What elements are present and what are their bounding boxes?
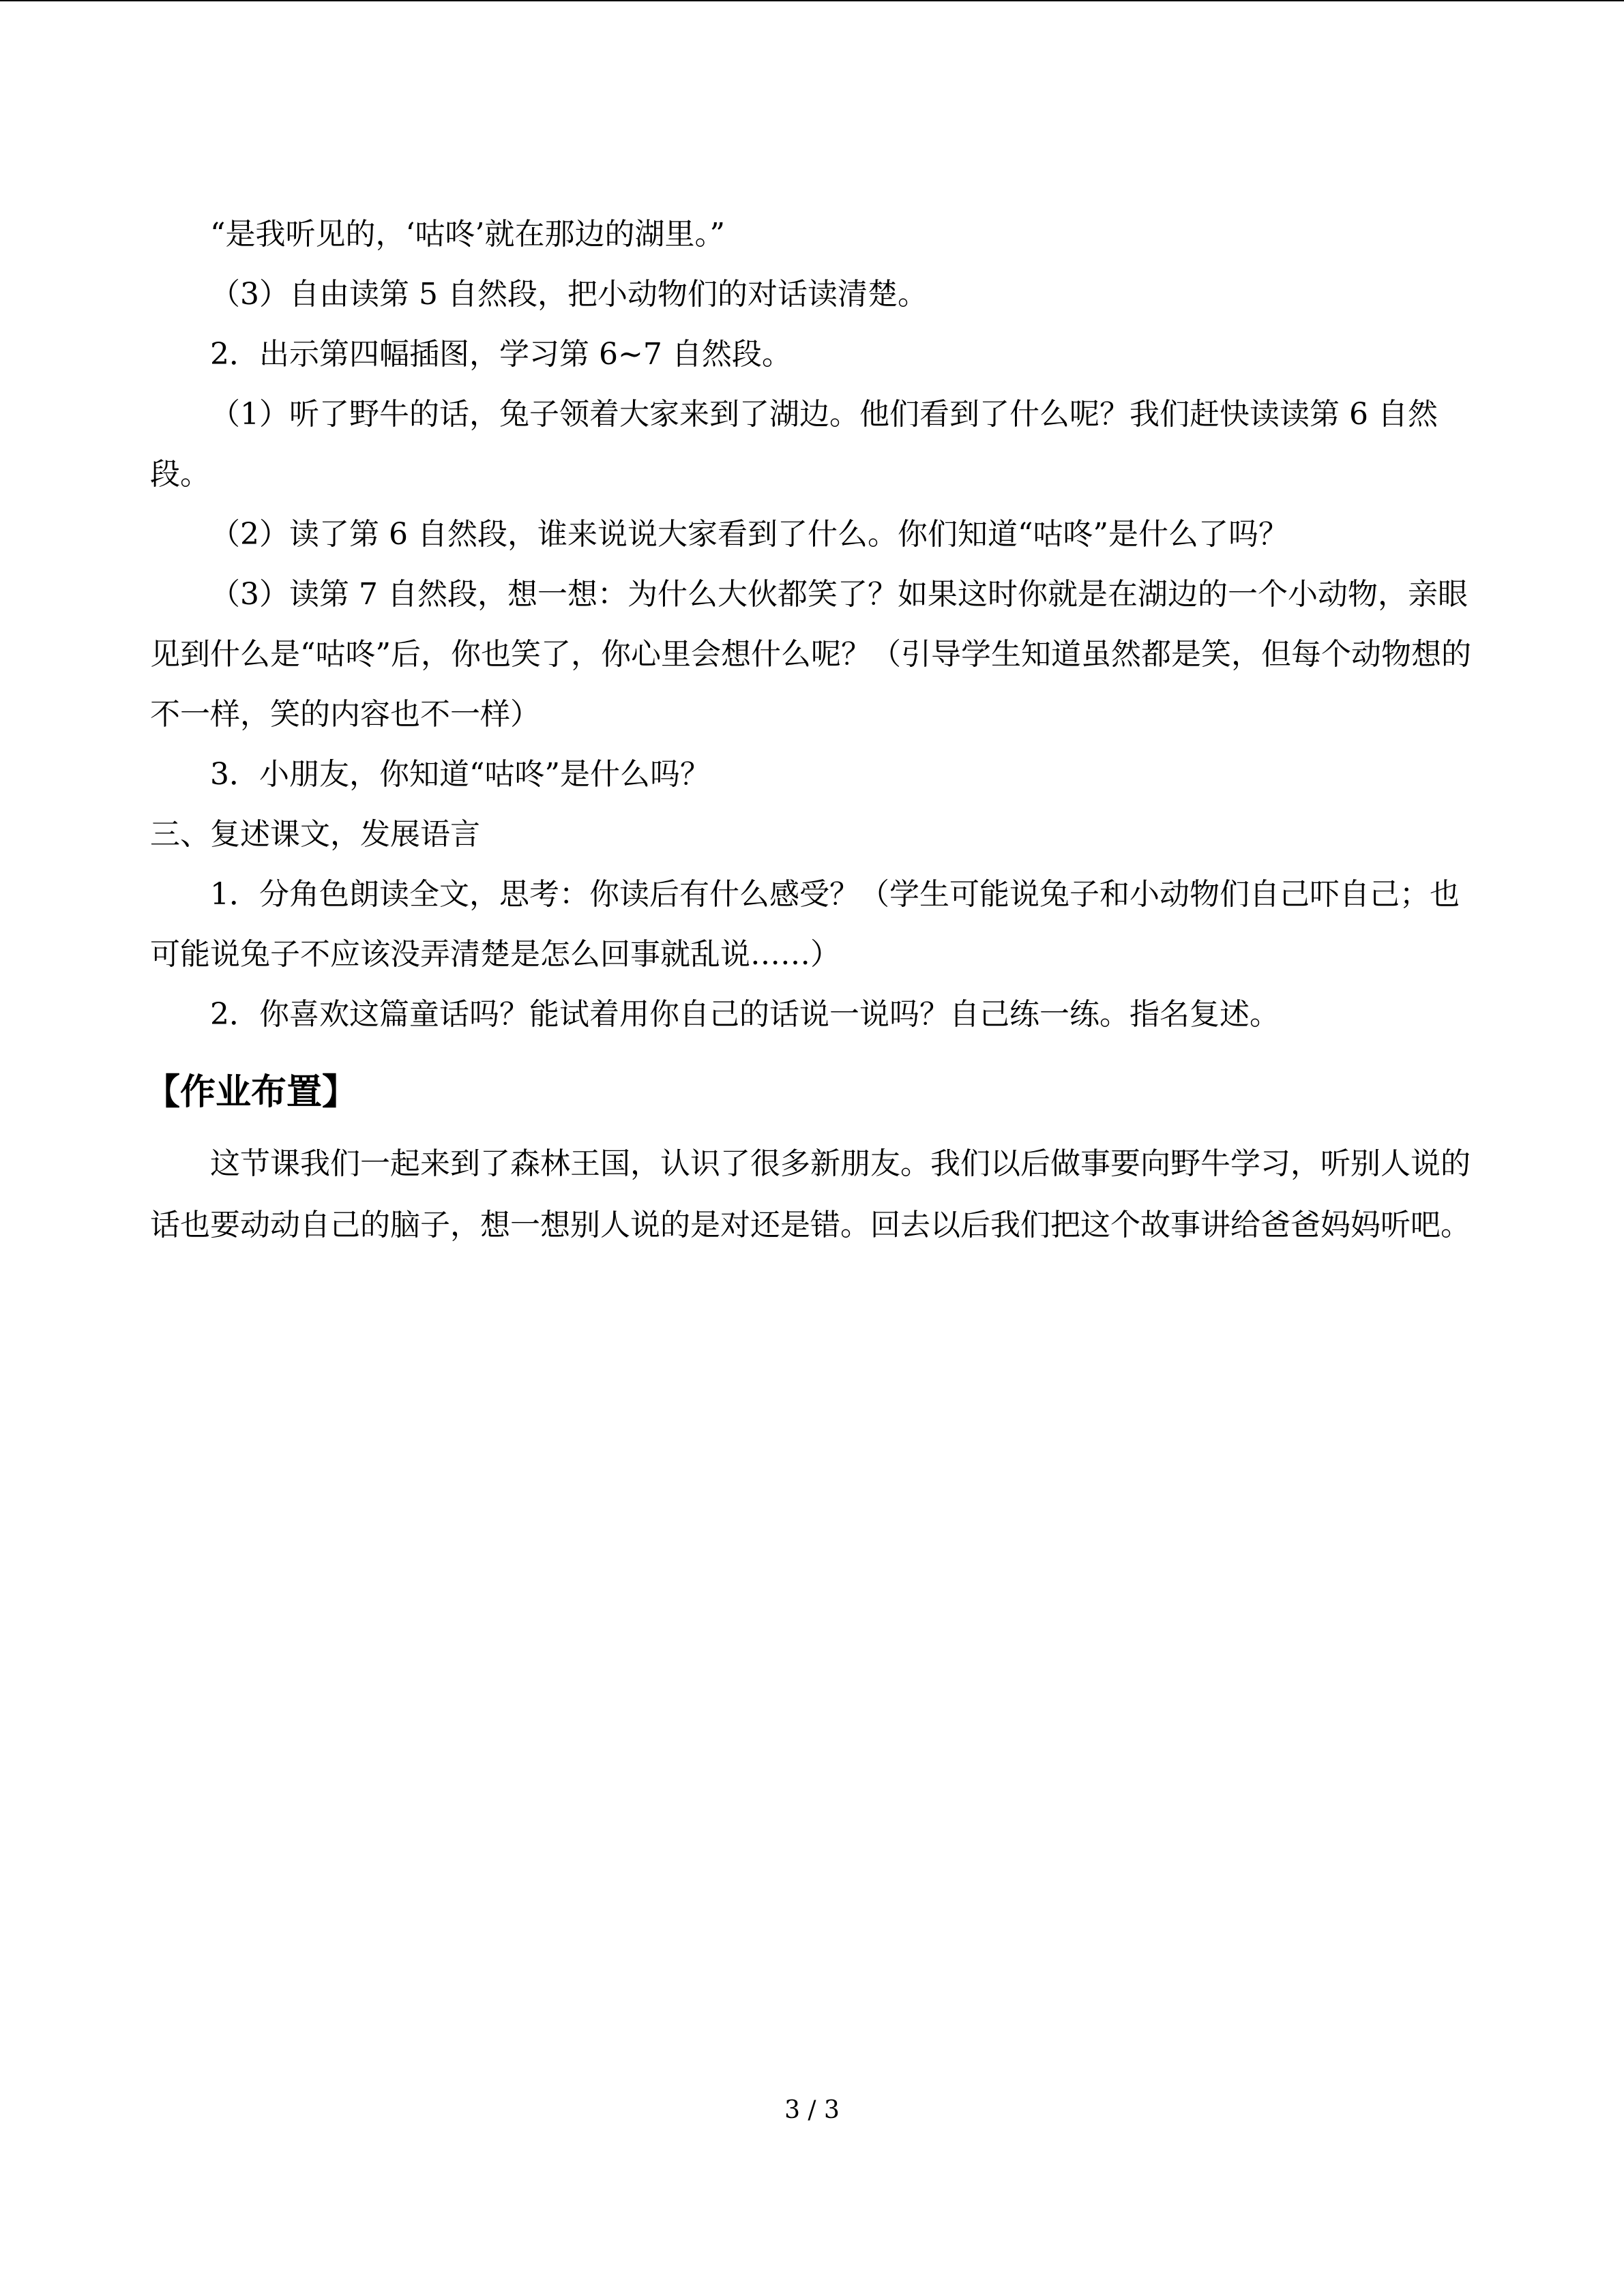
section-three-heading: 三、复述课文，发展语言	[150, 817, 480, 852]
paragraph-item-2: 2．出示第四幅插图，学习第 6~7 自然段。	[210, 337, 792, 372]
homework-body: 这节课我们一起来到了森林王国，认识了很多新朋友。我们以后做事要向野牛学习，听别人说的话也要动动自己的脑子，想一想别人说的是对还是错。回去以后我们把这个故事讲给爸爸妈妈听吧。	[150, 1146, 1471, 1242]
paragraph-retell: 2．你喜欢这篇童话吗？能试着用你自己的话说一说吗？自己练一练。指名复述。	[210, 997, 1280, 1032]
paragraph-step-3-read-7: （3）读第 7 自然段，想一想：为什么大伙都笑了？如果这时你就是在湖边的一个小动物，亲眼见到什么是“咕咚”后，你也笑了，你心里会想什么呢？（引导学生知道虽然都是笑，但每个动物想的不一样，笑的内容也不一样）	[150, 577, 1471, 732]
homework-section	[145, 1052, 1473, 1256]
paragraph-role-reading: 1．分角色朗读全文，思考：你读后有什么感受？（学生可能说兔子和小动物们自己吓自己；也可能说兔子不应该没弄清楚是怎么回事就乱说……）	[150, 877, 1460, 972]
paragraph-step-3-read-5: （3）自由读第 5 自然段，把小动物们的对话读清楚。	[210, 277, 928, 312]
page-content	[145, 205, 1473, 1256]
page-number: 3 / 3	[784, 2096, 840, 2124]
paragraph-item-3: 3．小朋友，你知道“咕咚”是什么吗？	[210, 757, 710, 792]
homework-heading: 【作业布置】	[145, 1072, 358, 1113]
paragraph-step-1: （1）听了野牛的话，兔子领着大家来到了湖边。他们看到了什么呢？我们赶快读读第 6 自然段。	[150, 397, 1438, 492]
top-border-line	[0, 0, 1624, 1]
paragraph-quote: “是我听见的，‘咕咚’就在那边的湖里。”	[210, 217, 725, 252]
paragraph-step-2: （2）读了第 6 自然段，谁来说说大家看到了什么。你们知道“咕咚”是什么了吗？	[210, 517, 1288, 552]
